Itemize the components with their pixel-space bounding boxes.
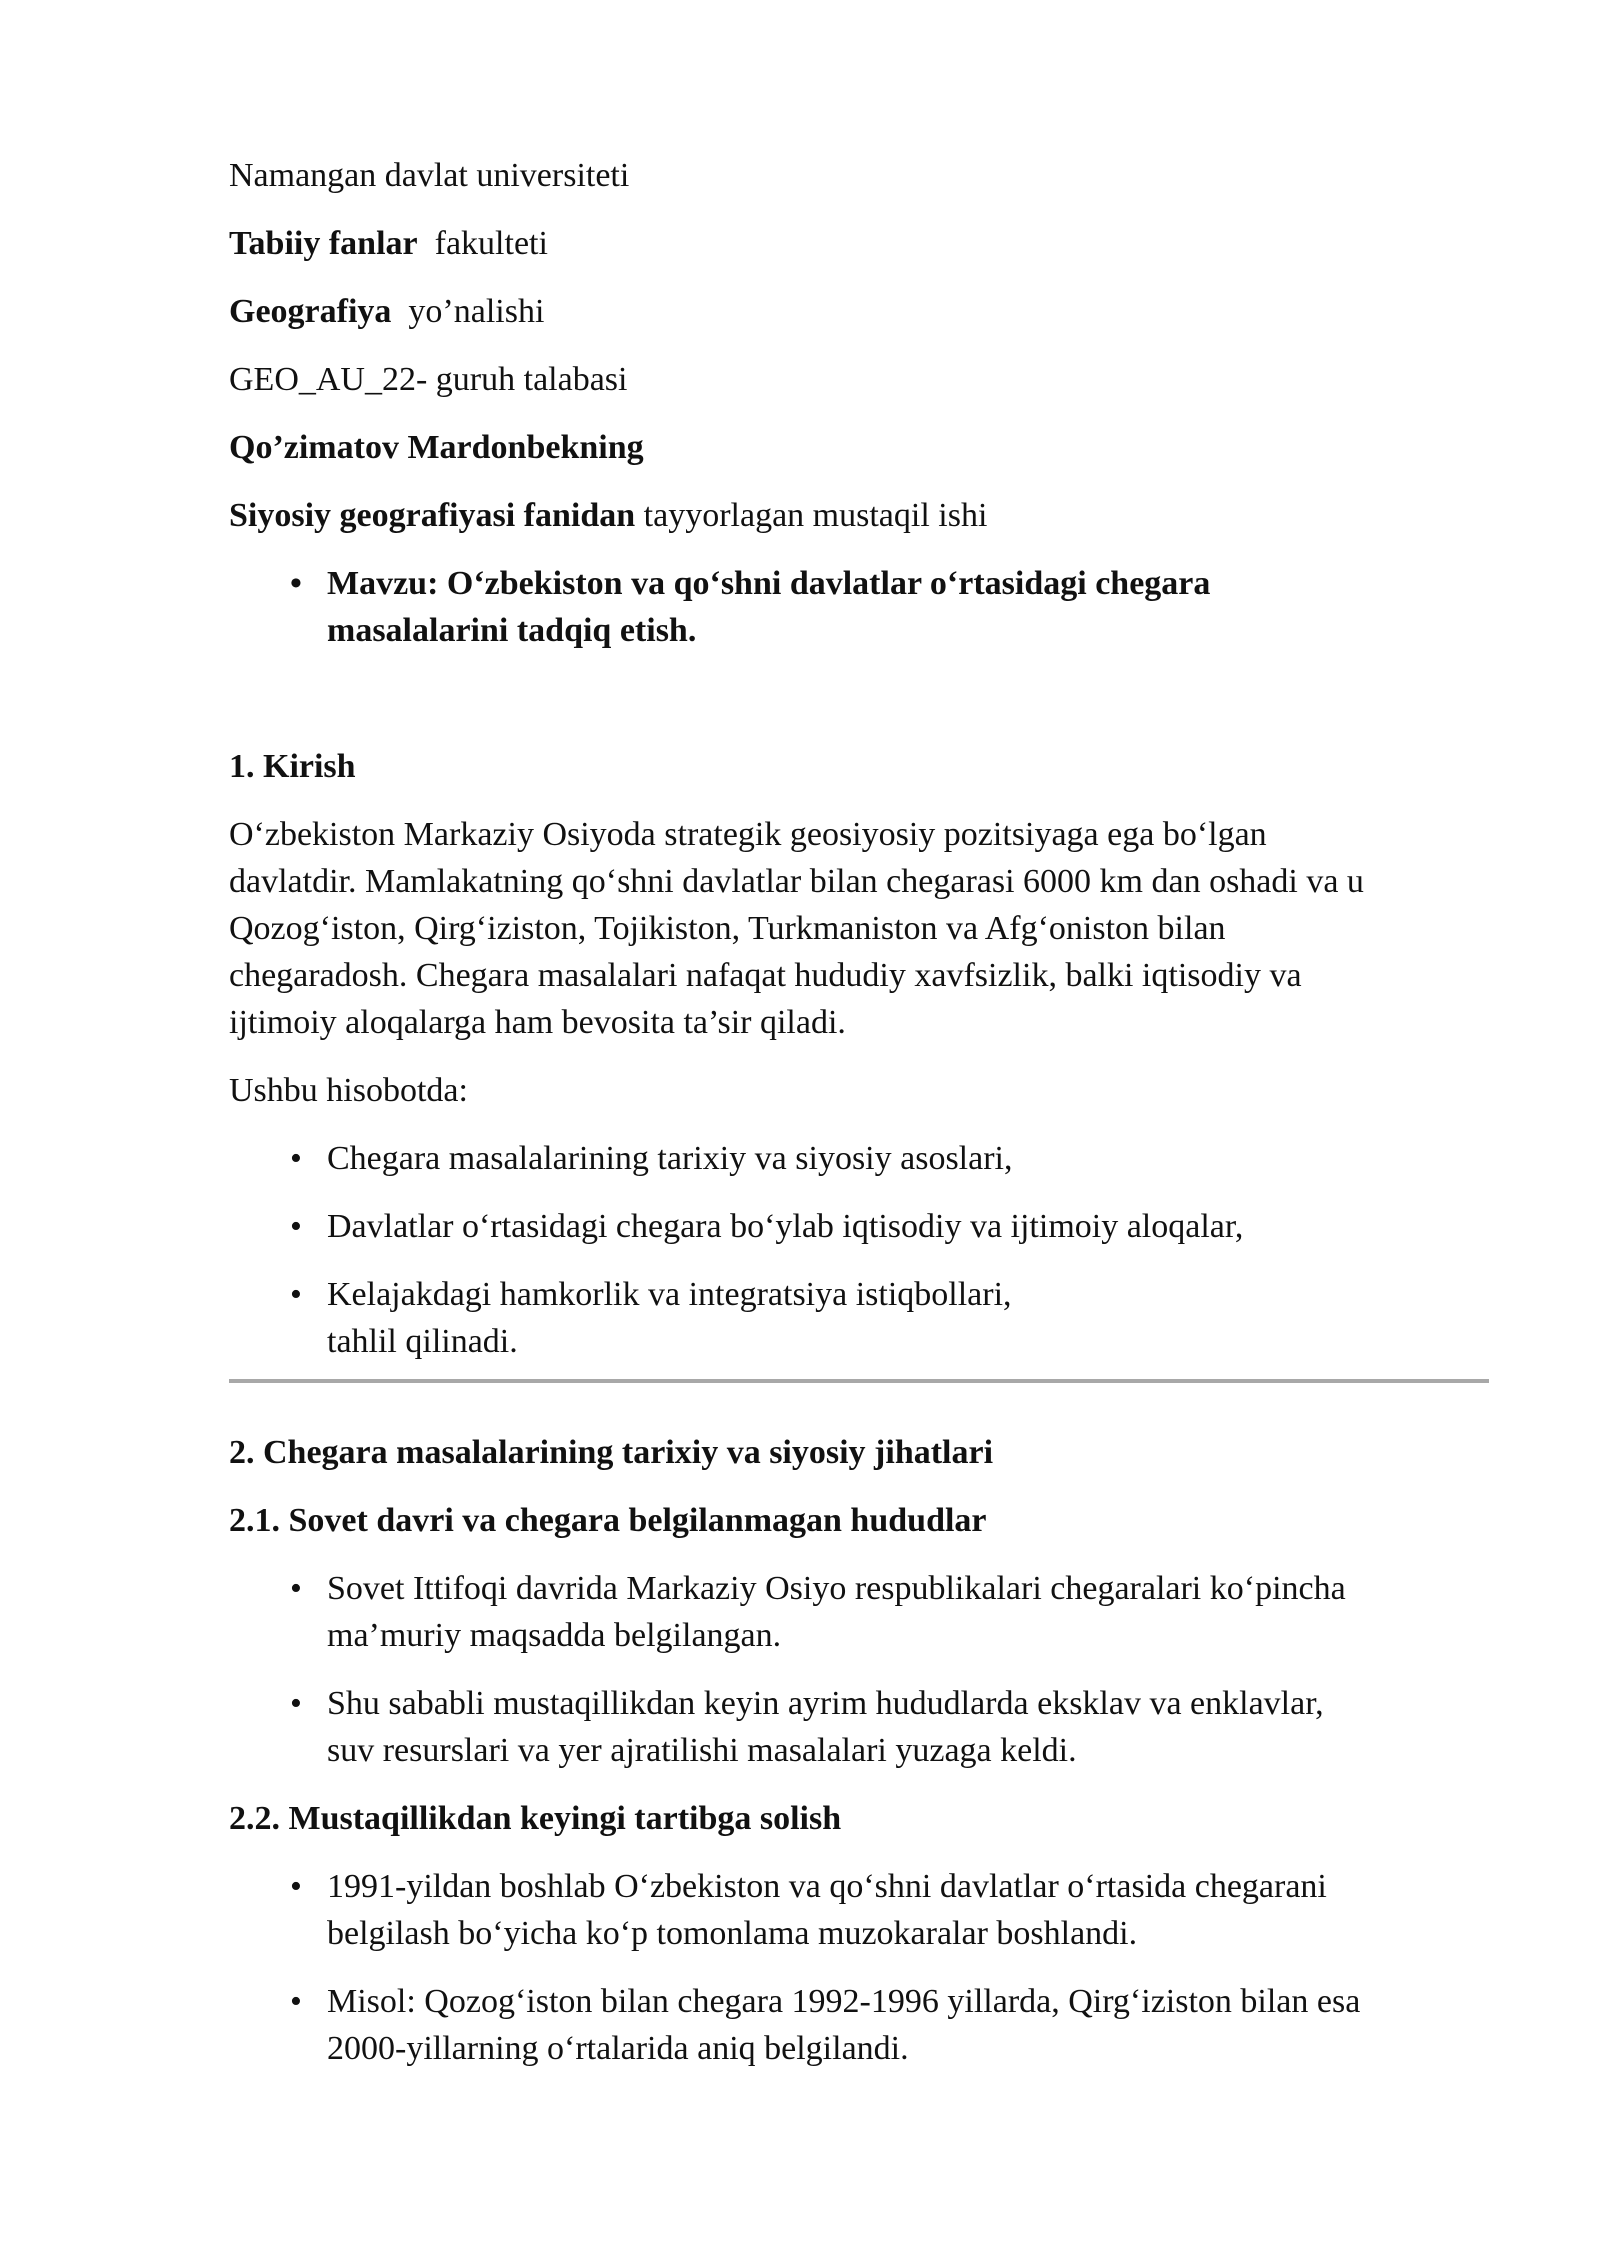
section1-para-line: davlatdir. Mamlakatning qo‘shni davlatlar bilan chegarasi 6000 km dan oshadi va u (229, 863, 1364, 900)
faculty-rest: fakulteti (434, 225, 548, 262)
bullet-icon: • (290, 1208, 302, 1245)
spacer (229, 654, 1489, 743)
document-page (229, 152, 1489, 2072)
faculty-line (229, 220, 1489, 267)
spacer (229, 1365, 1489, 1379)
subject-line (229, 492, 1489, 539)
list-item-text: Kelajakdagi hamkorlik va integratsiya istiqbollari, (327, 1276, 1012, 1313)
spacer (229, 1383, 1489, 1429)
list-item-text: ma’muriy maqsadda belgilangan. (327, 1617, 782, 1654)
list-item-text: Sovet Ittifoqi davrida Markaziy Osiyo respublikalari chegaralari ko‘pincha (327, 1570, 1346, 1607)
list-item-text: Shu sababli mustaqillikdan keyin ayrim hududlarda eksklav va enklavlar, (327, 1685, 1324, 1722)
list-item-text: belgilash bo‘yicha ko‘p tomonlama muzokaralar boshlandi. (327, 1915, 1138, 1952)
list-item (229, 1565, 1489, 1659)
section1-para-line: Qozog‘iston, Qirg‘iziston, Tojikiston, Turkmaniston va Afg‘oniston bilan (229, 910, 1226, 947)
topic-line-2: masalalarini tadqiq etish. (327, 612, 697, 649)
subject-bold: Siyosiy geografiyasi fanidan (229, 497, 636, 534)
section1-para-line: ijtimoiy aloqalarga ham bevosita ta’sir qiladi. (229, 1004, 846, 1041)
subsection-2-1-heading: 2.1. Sovet davri va chegara belgilanmagan hududlar (229, 1502, 987, 1539)
topic-list (229, 560, 1489, 654)
subsection-2-2-heading: 2.2. Mustaqillikdan keyingi tartibga solish (229, 1800, 842, 1837)
bullet-icon: • (290, 565, 302, 602)
section2-heading: 2. Chegara masalalarining tarixiy va siyosiy jihatlari (229, 1434, 994, 1471)
list-item (229, 1271, 1489, 1365)
bullet-icon: • (290, 1868, 302, 1905)
direction-bold: Geografiya (229, 293, 392, 330)
section1-para-line: O‘zbekiston Markaziy Osiyoda strategik geosiyosiy pozitsiyaga ega bo‘lgan (229, 816, 1267, 853)
list-item (229, 1680, 1489, 1774)
bullet-icon: • (290, 1983, 302, 2020)
bullet-icon: • (290, 1140, 302, 1177)
list-item-text: Davlatlar o‘rtasidagi chegara bo‘ylab iqtisodiy va ijtimoiy aloqalar, (327, 1208, 1244, 1245)
topic-line-1: Mavzu: O‘zbekiston va qo‘shni davlatlar o‘rtasidagi chegara (327, 565, 1211, 602)
section1-closing: tahlil qilinadi. (327, 1323, 518, 1360)
direction-line (229, 288, 1489, 335)
list-item-text: 1991-yildan boshlab O‘zbekiston va qo‘shni davlatlar o‘rtasida chegarani (327, 1868, 1327, 1905)
list-item-text: 2000-yillarning o‘rtalarida aniq belgilandi. (327, 2030, 909, 2067)
section1-paragraph (229, 811, 1489, 1046)
list-item-text: suv resurslari va yer ajratilishi masalalari yuzaga keldi. (327, 1732, 1077, 1769)
section1-bullet-list (229, 1135, 1489, 1365)
university-name: Namangan davlat universiteti (229, 157, 630, 194)
bullet-icon: • (290, 1276, 302, 1313)
list-item (229, 1203, 1489, 1250)
section1-para-line: chegaradosh. Chegara masalalari nafaqat hududiy xavfsizlik, balki iqtisodiy va (229, 957, 1302, 994)
direction-rest: yo’nalishi (408, 293, 545, 330)
list-item (229, 1863, 1489, 1957)
subsection-2-2-list (229, 1863, 1489, 2072)
bullet-icon: • (290, 1570, 302, 1607)
bullet-icon: • (290, 1685, 302, 1722)
student-name: Qo’zimatov Mardonbekning (229, 429, 644, 466)
faculty-bold: Tabiiy fanlar (229, 225, 418, 262)
section1-heading: 1. Kirish (229, 748, 356, 785)
group-line: GEO_AU_22- guruh talabasi (229, 361, 628, 398)
list-item (229, 1978, 1489, 2072)
list-item-text: Chegara masalalarining tarixiy va siyosiy asoslari, (327, 1140, 1013, 1177)
list-item-text: Misol: Qozog‘iston bilan chegara 1992-1996 yillarda, Qirg‘iziston bilan esa (327, 1983, 1361, 2020)
list-item (229, 1135, 1489, 1182)
subject-rest: tayyorlagan mustaqil ishi (643, 497, 988, 534)
section1-intro: Ushbu hisobotda: (229, 1072, 468, 1109)
subsection-2-1-list (229, 1565, 1489, 1774)
topic-item (229, 560, 1489, 654)
